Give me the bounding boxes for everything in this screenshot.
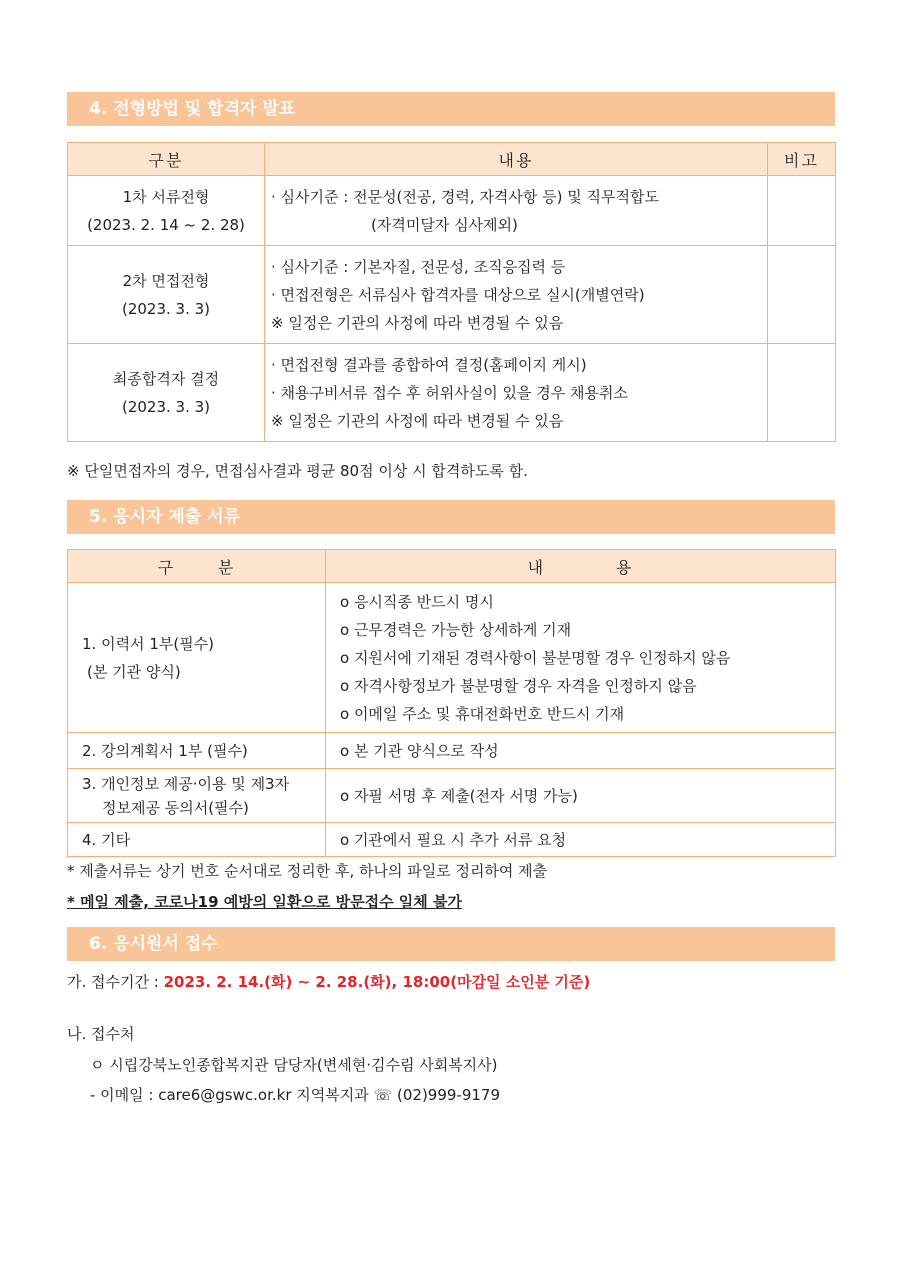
content-line: o 자격사항정보가 불분명할 경우 자격을 인정하지 않음 (340, 676, 697, 695)
content-line: · 심사기준 : 기본자질, 전문성, 조직응집력 등 (271, 257, 566, 276)
documents-table (67, 549, 836, 857)
content-line: ※ 일정은 기관의 사정에 따라 변경될 수 있음 (271, 313, 564, 332)
content-cell (326, 583, 836, 733)
submission-note: * 제출서류는 상기 번호 순서대로 정리한 후, 하나의 파일로 정리하여 제출 (67, 862, 548, 880)
content-line: o 기관에서 필요 시 추가 서류 요청 (340, 830, 567, 849)
content-line: · 심사기준 : 전문성(전공, 경력, 자격사항 등) 및 직무적합도 (271, 187, 659, 206)
section-5-title: 5. 응시자 제출 서류 (67, 500, 835, 534)
header-category: 구 분 (68, 550, 326, 583)
table-row (68, 769, 836, 823)
item-cell (68, 769, 326, 823)
stage-name: 1차 서류전형 (122, 187, 210, 206)
header-category: 구분 (68, 143, 265, 176)
interview-note: ※ 단일면접자의 경우, 면접심사결과 평균 80점 이상 시 합격하도록 함. (67, 462, 528, 480)
content-line: · 면접전형 결과를 종합하여 결정(홈페이지 게시) (271, 355, 587, 374)
item-line: 2. 강의계획서 1부 (필수) (82, 741, 248, 760)
content-cell (326, 769, 836, 823)
header-content: 내 용 (326, 550, 836, 583)
remarks-cell (768, 344, 836, 442)
section-4-title: 4. 전형방법 및 합격자 발표 (67, 92, 835, 126)
content-line: (자격미달자 심사제외) (371, 215, 518, 234)
content-cell (265, 344, 768, 442)
application-place-label: 나. 접수처 (67, 1025, 135, 1043)
content-cell (265, 246, 768, 344)
item-cell (68, 583, 326, 733)
stage-name: 최종합격자 결정 (112, 369, 220, 388)
item-cell (68, 823, 326, 857)
period-value: 2023. 2. 14.(화) ~ 2. 28.(화), 18:00(마감일 소인분 기준) (163, 973, 591, 991)
content-line: · 면접전형은 서류심사 합격자를 대상으로 실시(개별연락) (271, 285, 645, 304)
content-cell (326, 733, 836, 769)
table-row (68, 176, 836, 246)
stage-cell (68, 344, 265, 442)
table-row (68, 823, 836, 857)
content-line: ※ 일정은 기관의 사정에 따라 변경될 수 있음 (271, 411, 564, 430)
table-row (68, 583, 836, 733)
content-cell (326, 823, 836, 857)
application-place: ㅇ 시립강북노인종합복지관 담당자(변세현·김수림 사회복지사) (90, 1056, 498, 1074)
item-line: 1. 이력서 1부(필수) (82, 634, 215, 653)
stage-date: (2023. 3. 3) (121, 299, 211, 318)
header-remarks: 비고 (768, 143, 836, 176)
table-header-row (68, 143, 836, 176)
submission-warning: * 메일 제출, 코로나19 예방의 일환으로 방문접수 일체 불가 (67, 893, 462, 911)
content-line: o 자필 서명 후 제출(전자 서명 가능) (340, 786, 578, 805)
item-line: 4. 기타 (82, 830, 131, 849)
item-line: 정보제공 동의서(필수) (102, 798, 249, 817)
content-line: o 근무경력은 가능한 상세하게 기재 (340, 620, 572, 639)
selection-method-table (67, 142, 836, 442)
remarks-cell (768, 176, 836, 246)
content-line: o 지원서에 기재된 경력사항이 불분명할 경우 인정하지 않음 (340, 648, 731, 667)
content-line: · 채용구비서류 접수 후 허위사실이 있을 경우 채용취소 (271, 383, 628, 402)
stage-cell (68, 246, 265, 344)
application-period (67, 971, 590, 992)
header-content: 내용 (265, 143, 768, 176)
table-row (68, 733, 836, 769)
content-line: o 응시직종 반드시 명시 (340, 592, 494, 611)
content-cell (265, 176, 768, 246)
table-row (68, 246, 836, 344)
contact-email: - 이메일 : care6@gswc.or.kr 지역복지과 ☏ (02)999-9179 (90, 1086, 501, 1104)
stage-date: (2023. 2. 14 ~ 2. 28) (87, 215, 245, 234)
table-row (68, 344, 836, 442)
stage-name: 2차 면접전형 (122, 271, 210, 290)
item-line: 3. 개인정보 제공·이용 및 제3자 (82, 774, 290, 793)
stage-cell (68, 176, 265, 246)
remarks-cell (768, 246, 836, 344)
content-line: o 이메일 주소 및 휴대전화번호 반드시 기재 (340, 704, 625, 723)
content-line: o 본 기관 양식으로 작성 (340, 741, 499, 760)
stage-date: (2023. 3. 3) (121, 397, 211, 416)
item-line: (본 기관 양식) (87, 662, 181, 681)
item-cell (68, 733, 326, 769)
table-header-row (68, 550, 836, 583)
section-6-title: 6. 응시원서 접수 (67, 927, 835, 961)
period-label: 가. 접수기간 : (67, 973, 164, 991)
